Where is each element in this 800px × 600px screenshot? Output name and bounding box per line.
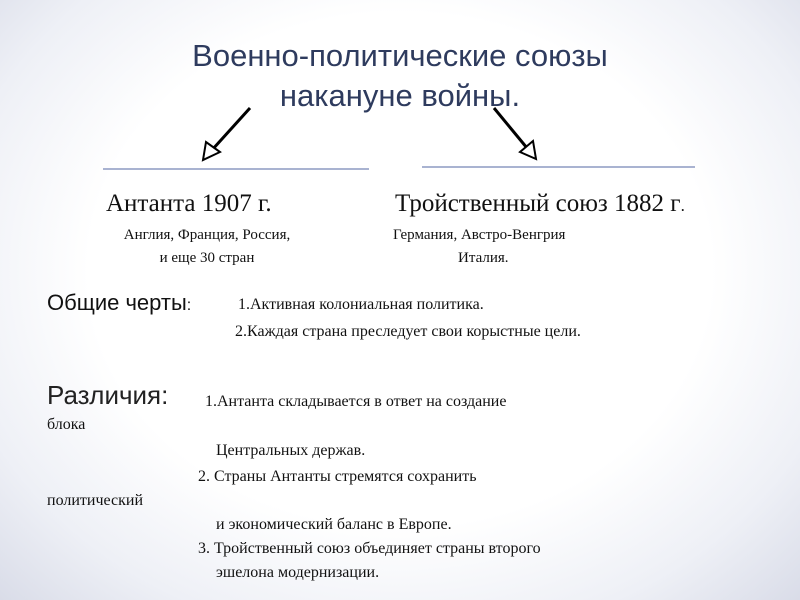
difference-1-line-c: Центральных держав.	[216, 442, 366, 459]
common-features-label	[47, 288, 191, 321]
triple-alliance-heading	[395, 188, 685, 222]
difference-3-line-a: 3. Тройственный союз объединяет страны второго	[198, 540, 541, 557]
title-line-1: Военно-политические союзы	[192, 38, 608, 73]
entente-heading-text: Антанта 1907 г.	[106, 190, 272, 217]
left-arrow-icon	[203, 108, 250, 160]
common-item-2: 2.Каждая страна преследует свои корыстные цели.	[235, 323, 581, 340]
differences-label: Различия:	[47, 380, 169, 410]
common-item-1: 1.Активная колониальная политика.	[238, 296, 484, 313]
entente-members-2: и еще 30 стран	[159, 250, 255, 266]
triple-alliance-members-1: Германия, Австро-Венгрия	[393, 227, 566, 243]
divider-right	[422, 166, 695, 168]
difference-2-line-b: политический	[47, 492, 143, 509]
common-features-title: Общие черты	[47, 290, 187, 315]
divider-left	[103, 168, 369, 170]
right-arrow-icon	[494, 108, 536, 159]
entente-members-1: Англия, Франция, Россия,	[123, 227, 291, 243]
entente-heading	[106, 188, 272, 220]
difference-3-line-b: эшелона модернизации.	[216, 564, 380, 581]
title-line-2: накануне войны.	[279, 78, 521, 113]
common-features-colon: :	[186, 297, 192, 314]
triple-alliance-heading-text: Тройственный союз 1882 г	[395, 190, 681, 217]
triple-alliance-members-2: Италия.	[458, 250, 509, 266]
triple-alliance-heading-dot: .	[680, 196, 685, 215]
difference-2-line-c: и экономический баланс в Европе.	[216, 516, 452, 533]
placeholder-glyph-icon	[369, 140, 405, 180]
difference-1-line-b: блока	[47, 416, 86, 433]
difference-1-line-a: 1.Антанта складывается в ответ на создание	[205, 393, 507, 410]
difference-2-line-a: 2. Страны Антанты стремятся сохранить	[198, 468, 477, 485]
